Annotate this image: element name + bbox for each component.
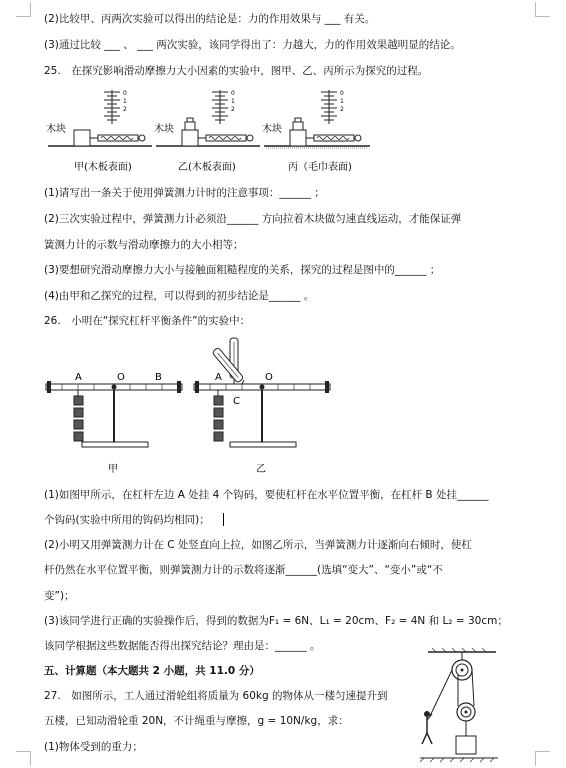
hook-weight xyxy=(214,396,223,405)
hook-weight xyxy=(214,420,223,429)
point-a-label-jia: A xyxy=(75,372,82,383)
q25-part1-text: (1)请写出一条关于使用弹簧测力计时的注意事项：______ ； xyxy=(44,187,325,199)
q26-stem: 26. 小明在“探究杠杆平衡条件”的实验中： xyxy=(44,315,251,327)
q26-part2-text-cont: 杆仍然在水平位置平衡，则弹簧测力计的示数将逐渐______(选填“变大”、“变小”或“不 xyxy=(44,564,443,576)
point-a-label-yi: A xyxy=(215,372,222,383)
caption-bing: 丙（毛巾表面) xyxy=(288,162,352,173)
spring-scale-yi xyxy=(212,90,235,124)
weight-yi xyxy=(185,122,195,130)
scale-tick-label: 2 xyxy=(231,106,235,113)
q25-stem: 25. 在探究影响滑动摩擦力大小因素的实验中，图甲、乙、丙所示为探究的过程。 xyxy=(44,65,429,77)
hook-weight xyxy=(74,408,83,417)
corner-mark-bottom-right xyxy=(535,751,550,766)
scale-tick-label: 2 xyxy=(340,106,344,113)
spring-scale-jia xyxy=(104,90,127,124)
corner-mark-top-left xyxy=(16,2,31,17)
caption-lever-jia: 甲 xyxy=(108,464,118,475)
q26-part1-text-cont: 个钩码(实验中所用的钩码均相同)； xyxy=(44,514,210,526)
setup-jia xyxy=(46,90,152,173)
scale-tick-label: 1 xyxy=(340,98,344,105)
q26-part2-text-end: 变”)； xyxy=(44,590,75,602)
friction-experiment-figure xyxy=(44,84,374,176)
point-o-label-yi: O xyxy=(265,372,273,383)
q25-part4-text: (4)由甲和乙探究的过程，可以得到的初步结论是______ 。 xyxy=(44,290,315,302)
pivot-o-jia xyxy=(112,385,117,390)
lever-stand-base-jia xyxy=(82,442,148,447)
scale-tick-label: 0 xyxy=(123,90,127,97)
q25-part2-text-cont: 簧测力计的示数与滑动摩擦力的大小相等； xyxy=(44,239,244,251)
hook-weight xyxy=(74,420,83,429)
q25-part2-text: (2)三次实验过程中，弹簧测力计必须沿______ 方向拉着木块做匀速直线运动，才能保证弹 xyxy=(44,213,462,225)
q27-part1-text: (1)物体受到的重力； xyxy=(44,741,143,753)
point-b-label: B xyxy=(155,372,162,383)
pulley-figure xyxy=(418,648,500,766)
setup-bing xyxy=(262,90,370,173)
hook-weight xyxy=(74,432,83,441)
wood-block-bing xyxy=(290,130,306,146)
hook-weight xyxy=(214,408,223,417)
q26-part3-text: (3)该同学进行正确的实验操作后，得到的数据为F₁ = 6N、L₁ = 20cm、F₂ = 4N 和 L₂ = 30cm； xyxy=(44,615,508,627)
load-box xyxy=(456,736,476,754)
q26-part3-text-cont: 该同学根据这些数据能否得出探究结论？理由是：______ 。 xyxy=(44,640,321,652)
q27-stem-cont: 五楼，已知动滑轮重 20N，不计绳重与摩擦，g = 10N/kg，求： xyxy=(44,715,349,727)
section-five-heading: 五、计算题（本大题共 2 小题，共 11.0 分） xyxy=(44,665,260,677)
q26-part2-text: (2)小明又用弹簧测力计在 C 处竖直向上拉，如图乙所示，当弹簧测力计逐渐向右倾时，使杠 xyxy=(44,539,472,551)
weight-bing xyxy=(293,122,303,130)
lever-experiment-figure xyxy=(44,332,334,477)
hook-weight xyxy=(214,432,223,441)
scale-tick-label: 0 xyxy=(231,90,235,97)
scale-tick-label: 1 xyxy=(231,98,235,105)
block-label-bing: 木块 xyxy=(262,124,282,135)
q25-part3-text: (3)要想研究滑动摩擦力大小与接触面粗糙程度的关系，探究的过程是图中的______ ； xyxy=(44,264,441,276)
caption-jia: 甲(木板表面) xyxy=(74,162,132,173)
caption-yi: 乙(木板表面) xyxy=(178,162,236,173)
wood-block-yi xyxy=(182,130,198,146)
lever-setup-jia xyxy=(46,372,182,475)
wood-block-jia xyxy=(74,130,90,146)
setup-yi xyxy=(154,90,260,173)
scale-tick-label: 2 xyxy=(123,106,127,113)
q26-part1-text: (1)如图甲所示，在杠杆左边 A 处挂 4 个钩码，要使杠杆在水平位置平衡，在杠杆 B 处挂______ xyxy=(44,489,489,501)
scale-tick-label: 0 xyxy=(340,90,344,97)
corner-mark-top-right xyxy=(535,2,550,17)
scale-tick-label: 1 xyxy=(123,98,127,105)
lever-stand-base-yi xyxy=(230,442,296,447)
caption-lever-yi: 乙 xyxy=(256,464,266,475)
worker-figure xyxy=(422,711,432,744)
block-label-yi: 木块 xyxy=(154,124,174,135)
text-cursor xyxy=(223,513,224,526)
hook-weight xyxy=(74,396,83,405)
lever-setup-yi xyxy=(194,338,330,475)
q27-stem: 27. 如图所示，工人通过滑轮组将质量为 60kg 的物体从一楼匀速提升到 xyxy=(44,690,388,702)
point-c-label: C xyxy=(233,396,240,407)
q24-part2-text: (2)比较甲、丙两次实验可以得出的结论是：力的作用效果与 ___ 有关。 xyxy=(44,13,376,25)
spring-scale-bing xyxy=(321,90,344,124)
corner-mark-bottom-left xyxy=(16,751,31,766)
block-label-jia: 木块 xyxy=(46,124,66,135)
point-o-label-jia: O xyxy=(117,372,125,383)
pivot-o-yi xyxy=(260,385,265,390)
q24-part3-text: (3)通过比较 ___ 、 ___ 两次实验，该同学得出了：力越大，力的作用效果越明显的结论。 xyxy=(44,39,461,51)
